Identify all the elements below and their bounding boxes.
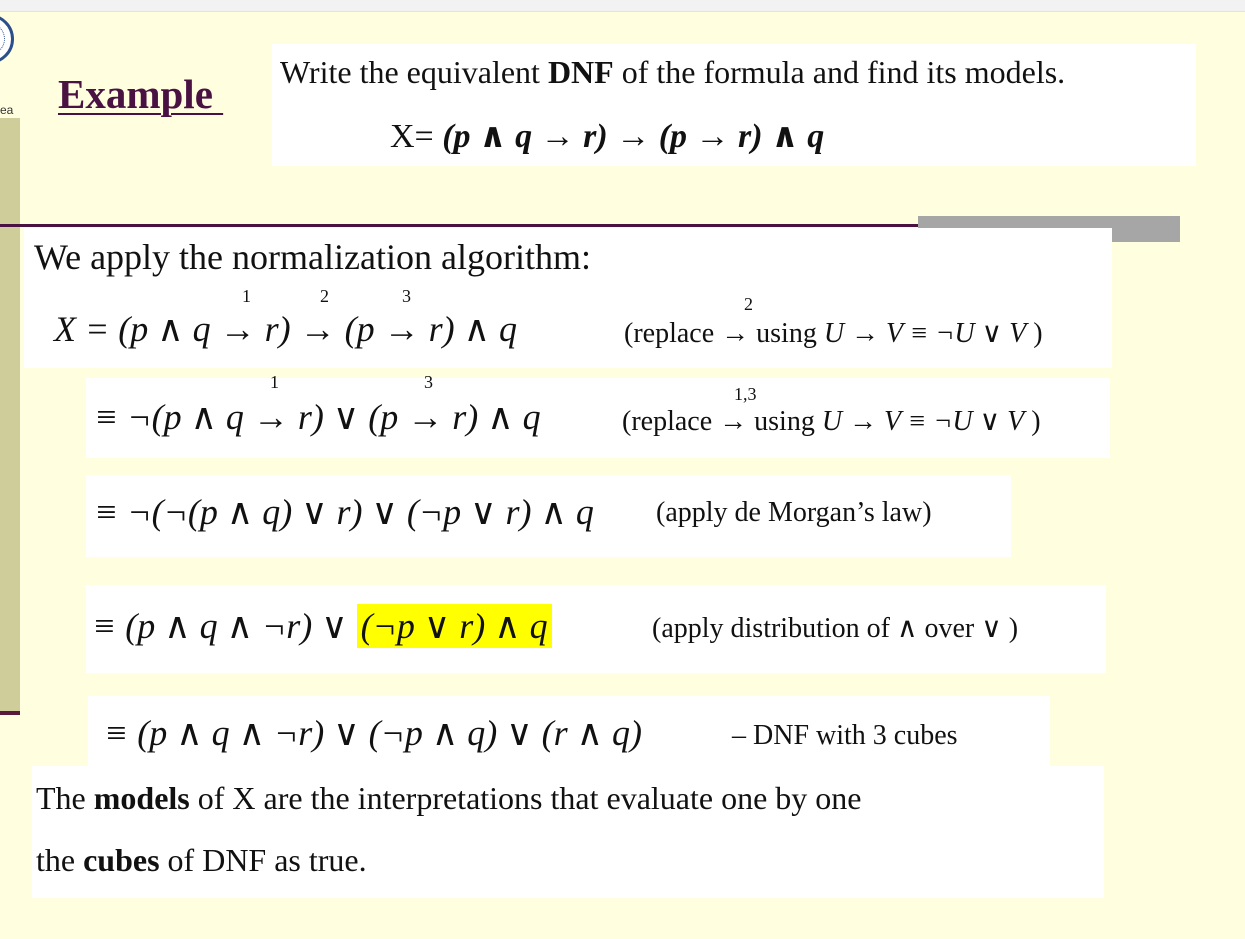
step5-box bbox=[88, 696, 1050, 772]
example-title: Example bbox=[58, 71, 224, 117]
step1-formula: X = (p ∧ q → r) → (p → r) ∧ q bbox=[54, 309, 517, 349]
models-box bbox=[32, 766, 1104, 898]
arrow-label: 3 bbox=[424, 372, 433, 392]
arrow-label: 3 bbox=[402, 286, 411, 306]
note-arrow-label: 2 bbox=[744, 294, 753, 314]
step3-box bbox=[86, 475, 1011, 557]
step4-formula: ≡ (p ∧ q ∧ ¬r) ∨ (¬p ∨ r) ∧ q bbox=[92, 605, 552, 647]
step4-note: (apply distribution of ∧ over ∨ ) bbox=[652, 613, 1019, 644]
step3-formula: ≡ ¬(¬(p ∧ q) ∨ r) ∨ (¬p ∨ r) ∧ q bbox=[94, 492, 594, 532]
step3-note: (apply de Morgan’s law) bbox=[656, 497, 932, 528]
arrow-label: 1 bbox=[270, 372, 279, 392]
step2-formula: ≡ ¬(p ∧ q → r) ∨ (p → r) ∧ q bbox=[94, 397, 541, 437]
logo-fragment: ea bbox=[0, 103, 14, 117]
task-text: Write the equivalent DNF of the formula and find its models. bbox=[280, 54, 1066, 90]
step5-note: – DNF with 3 cubes bbox=[732, 720, 958, 751]
sidebar-divider bbox=[0, 711, 20, 715]
university-seal-icon bbox=[0, 14, 14, 64]
note-arrow-label: 1,3 bbox=[734, 384, 757, 404]
decor-bar bbox=[918, 216, 1180, 228]
models-line-1: The models of X are the interpretations that evaluate one by one bbox=[36, 780, 862, 816]
models-line-2: the cubes of DNF as true. bbox=[36, 842, 367, 878]
step2-note: (replace → using U → V ≡ ¬U ∨ V ) bbox=[622, 406, 1041, 437]
task-box bbox=[272, 44, 1196, 166]
highlighted-term: (¬p ∨ r) ∧ q bbox=[357, 604, 552, 648]
top-bar bbox=[0, 0, 1245, 12]
decor-bar bbox=[1112, 228, 1180, 242]
intro-text: We apply the normalization algorithm: bbox=[34, 237, 591, 277]
arrow-label: 1 bbox=[242, 286, 251, 306]
step2-box bbox=[86, 372, 1110, 458]
step5-formula: ≡ (p ∧ q ∧ ¬r) ∨ (¬p ∧ q) ∨ (r ∧ q) bbox=[104, 713, 642, 753]
task-formula: X= (p ∧ q → r) → (p → r) ∧ q bbox=[390, 118, 825, 155]
intro-step1-box bbox=[24, 228, 1112, 368]
sidebar-strip bbox=[0, 118, 20, 714]
arrow-label: 2 bbox=[320, 286, 329, 306]
step1-note: (replace → using U → V ≡ ¬U ∨ V ) bbox=[624, 318, 1043, 349]
step4-box bbox=[86, 585, 1106, 673]
